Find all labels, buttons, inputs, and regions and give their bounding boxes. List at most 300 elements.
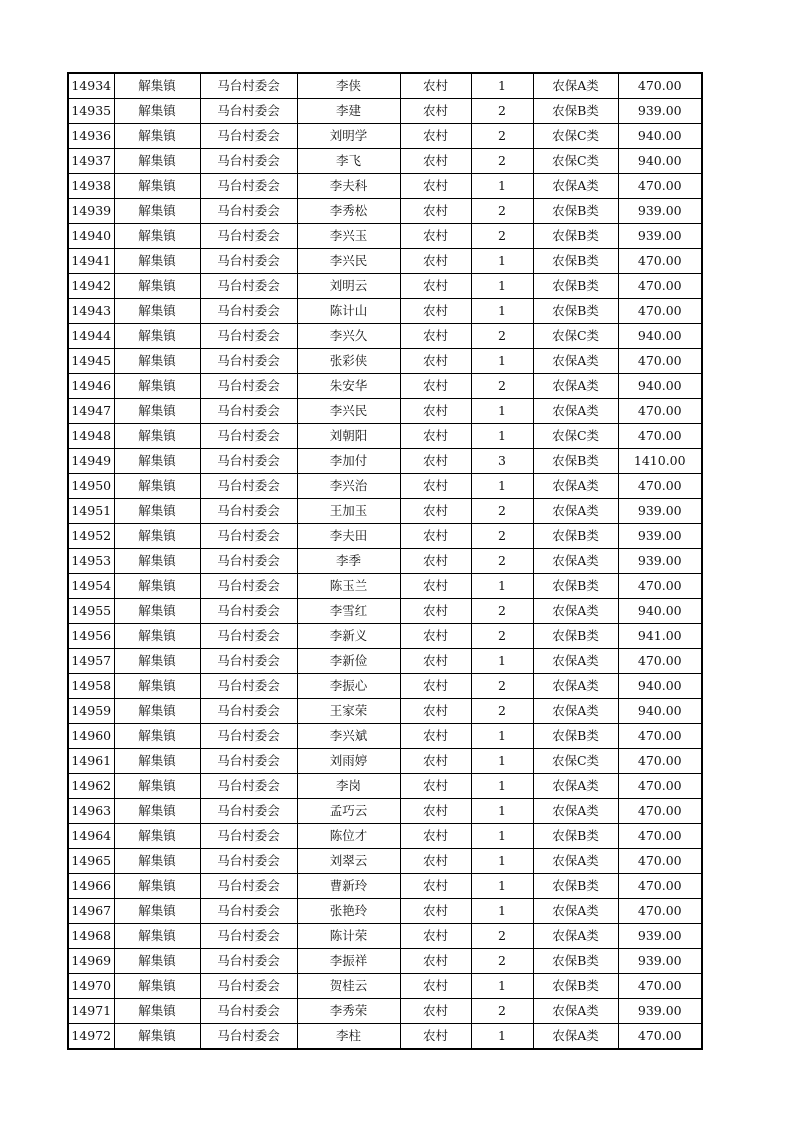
cell-household-count: 2 [471, 949, 533, 974]
cell-household-count: 2 [471, 624, 533, 649]
table-row [68, 724, 702, 749]
cell-name: 张彩侠 [297, 349, 400, 374]
cell-category: 农保C类 [533, 149, 618, 174]
cell-town: 解集镇 [114, 799, 200, 824]
cell-village: 马台村委会 [200, 899, 297, 924]
cell-category: 农保A类 [533, 599, 618, 624]
table-row [68, 349, 702, 374]
cell-household-count: 2 [471, 699, 533, 724]
cell-amount: 939.00 [618, 549, 702, 574]
cell-amount: 939.00 [618, 224, 702, 249]
table-row [68, 774, 702, 799]
table-row [68, 924, 702, 949]
cell-name: 王加玉 [297, 499, 400, 524]
cell-id: 14965 [68, 849, 114, 874]
cell-category: 农保C类 [533, 324, 618, 349]
cell-name: 李柱 [297, 1024, 400, 1050]
cell-id: 14967 [68, 899, 114, 924]
cell-town: 解集镇 [114, 899, 200, 924]
cell-id: 14938 [68, 174, 114, 199]
table-row [68, 824, 702, 849]
cell-amount: 470.00 [618, 399, 702, 424]
cell-town: 解集镇 [114, 724, 200, 749]
cell-category: 农保B类 [533, 99, 618, 124]
cell-town: 解集镇 [114, 524, 200, 549]
table-row [68, 674, 702, 699]
cell-amount: 939.00 [618, 499, 702, 524]
cell-name: 陈计荣 [297, 924, 400, 949]
cell-household-count: 2 [471, 199, 533, 224]
cell-village: 马台村委会 [200, 324, 297, 349]
cell-id: 14943 [68, 299, 114, 324]
cell-village: 马台村委会 [200, 799, 297, 824]
cell-category: 农保A类 [533, 674, 618, 699]
cell-amount: 939.00 [618, 924, 702, 949]
cell-category: 农保C类 [533, 424, 618, 449]
cell-amount: 470.00 [618, 874, 702, 899]
cell-category: 农保B类 [533, 949, 618, 974]
cell-area-type: 农村 [400, 174, 471, 199]
cell-area-type: 农村 [400, 374, 471, 399]
cell-area-type: 农村 [400, 224, 471, 249]
cell-village: 马台村委会 [200, 524, 297, 549]
cell-area-type: 农村 [400, 474, 471, 499]
cell-category: 农保B类 [533, 574, 618, 599]
cell-category: 农保C类 [533, 124, 618, 149]
cell-household-count: 3 [471, 449, 533, 474]
cell-town: 解集镇 [114, 549, 200, 574]
cell-amount: 940.00 [618, 149, 702, 174]
cell-area-type: 农村 [400, 724, 471, 749]
cell-village: 马台村委会 [200, 724, 297, 749]
cell-town: 解集镇 [114, 974, 200, 999]
cell-household-count: 1 [471, 574, 533, 599]
cell-area-type: 农村 [400, 449, 471, 474]
cell-area-type: 农村 [400, 324, 471, 349]
table-row [68, 374, 702, 399]
cell-name: 刘明云 [297, 274, 400, 299]
cell-town: 解集镇 [114, 774, 200, 799]
cell-town: 解集镇 [114, 574, 200, 599]
table-row [68, 899, 702, 924]
table-row [68, 449, 702, 474]
cell-household-count: 2 [471, 149, 533, 174]
cell-area-type: 农村 [400, 649, 471, 674]
cell-category: 农保B类 [533, 274, 618, 299]
cell-amount: 939.00 [618, 999, 702, 1024]
cell-id: 14934 [68, 73, 114, 99]
cell-amount: 939.00 [618, 524, 702, 549]
cell-id: 14972 [68, 1024, 114, 1050]
cell-category: 农保A类 [533, 849, 618, 874]
cell-name: 贺桂云 [297, 974, 400, 999]
cell-town: 解集镇 [114, 674, 200, 699]
table-row [68, 299, 702, 324]
cell-village: 马台村委会 [200, 224, 297, 249]
cell-area-type: 农村 [400, 849, 471, 874]
cell-category: 农保A类 [533, 999, 618, 1024]
cell-name: 孟巧云 [297, 799, 400, 824]
cell-category: 农保B类 [533, 524, 618, 549]
cell-name: 李兴斌 [297, 724, 400, 749]
cell-id: 14970 [68, 974, 114, 999]
table-row [68, 1024, 702, 1050]
cell-id: 14955 [68, 599, 114, 624]
cell-area-type: 农村 [400, 124, 471, 149]
cell-village: 马台村委会 [200, 824, 297, 849]
table-row [68, 599, 702, 624]
cell-household-count: 2 [471, 599, 533, 624]
cell-amount: 940.00 [618, 374, 702, 399]
cell-household-count: 2 [471, 224, 533, 249]
cell-name: 李岗 [297, 774, 400, 799]
cell-household-count: 2 [471, 924, 533, 949]
cell-name: 刘明学 [297, 124, 400, 149]
cell-area-type: 农村 [400, 949, 471, 974]
cell-name: 李季 [297, 549, 400, 574]
cell-household-count: 1 [471, 874, 533, 899]
cell-amount: 939.00 [618, 949, 702, 974]
cell-area-type: 农村 [400, 349, 471, 374]
cell-id: 14935 [68, 99, 114, 124]
cell-village: 马台村委会 [200, 174, 297, 199]
table-row [68, 624, 702, 649]
cell-town: 解集镇 [114, 399, 200, 424]
cell-town: 解集镇 [114, 224, 200, 249]
cell-name: 李飞 [297, 149, 400, 174]
cell-household-count: 1 [471, 424, 533, 449]
table-row [68, 73, 702, 99]
cell-village: 马台村委会 [200, 124, 297, 149]
cell-area-type: 农村 [400, 999, 471, 1024]
cell-amount: 470.00 [618, 649, 702, 674]
cell-town: 解集镇 [114, 299, 200, 324]
cell-area-type: 农村 [400, 73, 471, 99]
cell-household-count: 1 [471, 73, 533, 99]
cell-amount: 470.00 [618, 73, 702, 99]
cell-name: 李振祥 [297, 949, 400, 974]
cell-town: 解集镇 [114, 274, 200, 299]
cell-category: 农保B类 [533, 974, 618, 999]
cell-area-type: 农村 [400, 749, 471, 774]
cell-amount: 470.00 [618, 474, 702, 499]
cell-name: 李兴久 [297, 324, 400, 349]
cell-amount: 1410.00 [618, 449, 702, 474]
cell-village: 马台村委会 [200, 449, 297, 474]
cell-village: 马台村委会 [200, 424, 297, 449]
cell-area-type: 农村 [400, 774, 471, 799]
cell-amount: 940.00 [618, 674, 702, 699]
table-row [68, 549, 702, 574]
cell-household-count: 1 [471, 249, 533, 274]
cell-village: 马台村委会 [200, 574, 297, 599]
cell-id: 14961 [68, 749, 114, 774]
cell-category: 农保A类 [533, 349, 618, 374]
cell-area-type: 农村 [400, 424, 471, 449]
cell-household-count: 1 [471, 724, 533, 749]
cell-area-type: 农村 [400, 524, 471, 549]
cell-category: 农保A类 [533, 399, 618, 424]
cell-town: 解集镇 [114, 1024, 200, 1050]
cell-area-type: 农村 [400, 824, 471, 849]
cell-amount: 470.00 [618, 724, 702, 749]
cell-town: 解集镇 [114, 949, 200, 974]
cell-amount: 939.00 [618, 99, 702, 124]
cell-village: 马台村委会 [200, 974, 297, 999]
cell-household-count: 1 [471, 649, 533, 674]
cell-household-count: 2 [471, 124, 533, 149]
cell-town: 解集镇 [114, 599, 200, 624]
cell-id: 14949 [68, 449, 114, 474]
table-row [68, 99, 702, 124]
table-row [68, 274, 702, 299]
table-row [68, 574, 702, 599]
cell-village: 马台村委会 [200, 299, 297, 324]
cell-town: 解集镇 [114, 849, 200, 874]
cell-area-type: 农村 [400, 574, 471, 599]
cell-town: 解集镇 [114, 424, 200, 449]
cell-area-type: 农村 [400, 924, 471, 949]
cell-amount: 470.00 [618, 424, 702, 449]
cell-town: 解集镇 [114, 374, 200, 399]
cell-village: 马台村委会 [200, 99, 297, 124]
cell-town: 解集镇 [114, 649, 200, 674]
cell-area-type: 农村 [400, 674, 471, 699]
cell-name: 李夫科 [297, 174, 400, 199]
cell-id: 14962 [68, 774, 114, 799]
cell-amount: 470.00 [618, 849, 702, 874]
cell-id: 14960 [68, 724, 114, 749]
table-body [68, 73, 702, 1049]
cell-id: 14958 [68, 674, 114, 699]
cell-household-count: 2 [471, 374, 533, 399]
cell-name: 刘朝阳 [297, 424, 400, 449]
cell-household-count: 1 [471, 849, 533, 874]
table-row [68, 249, 702, 274]
cell-household-count: 1 [471, 899, 533, 924]
cell-id: 14971 [68, 999, 114, 1024]
cell-village: 马台村委会 [200, 749, 297, 774]
cell-amount: 940.00 [618, 124, 702, 149]
cell-id: 14948 [68, 424, 114, 449]
table-row [68, 749, 702, 774]
cell-household-count: 2 [471, 324, 533, 349]
cell-household-count: 2 [471, 549, 533, 574]
cell-household-count: 1 [471, 399, 533, 424]
cell-name: 刘雨婷 [297, 749, 400, 774]
cell-name: 李侠 [297, 73, 400, 99]
table-row [68, 474, 702, 499]
cell-household-count: 2 [471, 674, 533, 699]
cell-area-type: 农村 [400, 549, 471, 574]
cell-id: 14957 [68, 649, 114, 674]
table-row [68, 499, 702, 524]
cell-name: 李建 [297, 99, 400, 124]
cell-name: 张艳玲 [297, 899, 400, 924]
cell-name: 王家荣 [297, 699, 400, 724]
cell-town: 解集镇 [114, 824, 200, 849]
cell-name: 李兴民 [297, 399, 400, 424]
cell-id: 14951 [68, 499, 114, 524]
table-row [68, 974, 702, 999]
cell-town: 解集镇 [114, 924, 200, 949]
cell-id: 14969 [68, 949, 114, 974]
cell-amount: 470.00 [618, 274, 702, 299]
cell-name: 李振心 [297, 674, 400, 699]
cell-area-type: 农村 [400, 299, 471, 324]
cell-id: 14940 [68, 224, 114, 249]
cell-village: 马台村委会 [200, 73, 297, 99]
cell-amount: 940.00 [618, 324, 702, 349]
cell-category: 农保A类 [533, 549, 618, 574]
table-row [68, 174, 702, 199]
cell-village: 马台村委会 [200, 999, 297, 1024]
cell-id: 14939 [68, 199, 114, 224]
cell-id: 14942 [68, 274, 114, 299]
cell-household-count: 1 [471, 824, 533, 849]
cell-id: 14964 [68, 824, 114, 849]
table-row [68, 849, 702, 874]
cell-household-count: 1 [471, 174, 533, 199]
cell-household-count: 2 [471, 999, 533, 1024]
cell-amount: 470.00 [618, 774, 702, 799]
cell-area-type: 农村 [400, 599, 471, 624]
cell-category: 农保B类 [533, 299, 618, 324]
cell-name: 陈玉兰 [297, 574, 400, 599]
cell-village: 马台村委会 [200, 549, 297, 574]
cell-village: 马台村委会 [200, 349, 297, 374]
cell-category: 农保A类 [533, 474, 618, 499]
cell-town: 解集镇 [114, 73, 200, 99]
cell-amount: 470.00 [618, 824, 702, 849]
cell-village: 马台村委会 [200, 399, 297, 424]
cell-town: 解集镇 [114, 324, 200, 349]
cell-household-count: 1 [471, 799, 533, 824]
cell-amount: 470.00 [618, 574, 702, 599]
cell-village: 马台村委会 [200, 849, 297, 874]
cell-category: 农保A类 [533, 899, 618, 924]
cell-town: 解集镇 [114, 149, 200, 174]
cell-name: 陈计山 [297, 299, 400, 324]
cell-category: 农保B类 [533, 624, 618, 649]
cell-town: 解集镇 [114, 124, 200, 149]
cell-village: 马台村委会 [200, 1024, 297, 1050]
cell-id: 14968 [68, 924, 114, 949]
cell-village: 马台村委会 [200, 474, 297, 499]
cell-household-count: 2 [471, 524, 533, 549]
cell-area-type: 农村 [400, 1024, 471, 1050]
table-row [68, 399, 702, 424]
table-row [68, 124, 702, 149]
cell-name: 曹新玲 [297, 874, 400, 899]
cell-id: 14944 [68, 324, 114, 349]
cell-village: 马台村委会 [200, 949, 297, 974]
table-row [68, 799, 702, 824]
cell-id: 14936 [68, 124, 114, 149]
table-row [68, 149, 702, 174]
cell-household-count: 1 [471, 274, 533, 299]
cell-village: 马台村委会 [200, 874, 297, 899]
cell-amount: 470.00 [618, 249, 702, 274]
cell-id: 14952 [68, 524, 114, 549]
table-row [68, 324, 702, 349]
cell-amount: 941.00 [618, 624, 702, 649]
cell-area-type: 农村 [400, 899, 471, 924]
cell-category: 农保B类 [533, 249, 618, 274]
cell-category: 农保A类 [533, 174, 618, 199]
cell-category: 农保B类 [533, 224, 618, 249]
table-row [68, 949, 702, 974]
cell-area-type: 农村 [400, 624, 471, 649]
records-table [67, 72, 703, 1050]
cell-name: 李夫田 [297, 524, 400, 549]
cell-category: 农保B类 [533, 199, 618, 224]
cell-village: 马台村委会 [200, 774, 297, 799]
cell-area-type: 农村 [400, 399, 471, 424]
cell-town: 解集镇 [114, 249, 200, 274]
cell-name: 李兴玉 [297, 224, 400, 249]
table-row [68, 649, 702, 674]
cell-name: 陈位才 [297, 824, 400, 849]
cell-name: 李雪红 [297, 599, 400, 624]
cell-area-type: 农村 [400, 274, 471, 299]
table-row [68, 874, 702, 899]
cell-village: 马台村委会 [200, 199, 297, 224]
cell-amount: 470.00 [618, 799, 702, 824]
cell-area-type: 农村 [400, 499, 471, 524]
cell-area-type: 农村 [400, 249, 471, 274]
cell-town: 解集镇 [114, 449, 200, 474]
cell-id: 14950 [68, 474, 114, 499]
cell-id: 14941 [68, 249, 114, 274]
table-row [68, 699, 702, 724]
cell-category: 农保A类 [533, 924, 618, 949]
cell-household-count: 1 [471, 774, 533, 799]
cell-id: 14956 [68, 624, 114, 649]
cell-household-count: 1 [471, 749, 533, 774]
cell-town: 解集镇 [114, 999, 200, 1024]
cell-category: 农保C类 [533, 749, 618, 774]
cell-category: 农保A类 [533, 1024, 618, 1050]
table-row [68, 524, 702, 549]
cell-name: 李新义 [297, 624, 400, 649]
cell-town: 解集镇 [114, 199, 200, 224]
cell-category: 农保A类 [533, 649, 618, 674]
cell-amount: 470.00 [618, 299, 702, 324]
cell-name: 李秀松 [297, 199, 400, 224]
cell-village: 马台村委会 [200, 674, 297, 699]
cell-amount: 939.00 [618, 199, 702, 224]
cell-category: 农保B类 [533, 824, 618, 849]
cell-category: 农保B类 [533, 874, 618, 899]
cell-household-count: 2 [471, 99, 533, 124]
cell-id: 14966 [68, 874, 114, 899]
cell-town: 解集镇 [114, 749, 200, 774]
cell-area-type: 农村 [400, 199, 471, 224]
cell-village: 马台村委会 [200, 699, 297, 724]
cell-household-count: 1 [471, 474, 533, 499]
cell-category: 农保B类 [533, 449, 618, 474]
cell-category: 农保A类 [533, 799, 618, 824]
cell-area-type: 农村 [400, 99, 471, 124]
cell-town: 解集镇 [114, 499, 200, 524]
cell-village: 马台村委会 [200, 599, 297, 624]
cell-amount: 470.00 [618, 749, 702, 774]
cell-village: 马台村委会 [200, 249, 297, 274]
cell-village: 马台村委会 [200, 374, 297, 399]
cell-household-count: 1 [471, 1024, 533, 1050]
cell-name: 李秀荣 [297, 999, 400, 1024]
